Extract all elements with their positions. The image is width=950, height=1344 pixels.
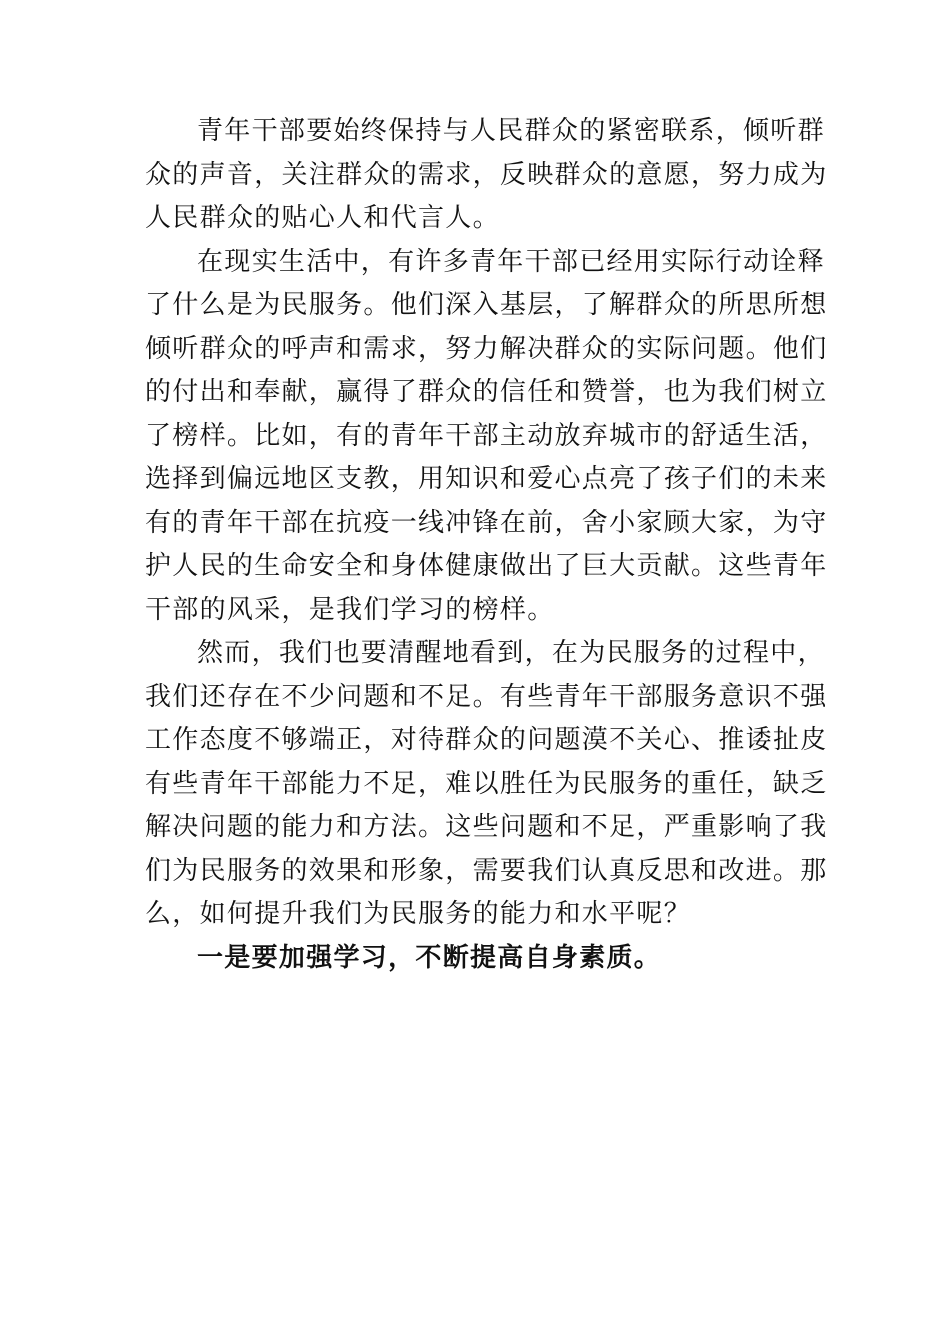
paragraph-1-line-2: 众的声音，关注群众的需求，反映群众的意愿，努力成为: [145, 159, 828, 190]
paragraph-2-line-4: 的付出和奉献，赢得了群众的信任和赞誉，也为我们树立: [145, 377, 828, 407]
paragraph-2-line-5: 了榜样。比如，有的青年干部主动放弃城市的舒适生活，: [145, 420, 828, 451]
paragraph-3-line-2: 我们还存在不少问题和不足。有些青年干部服务意识不强: [145, 681, 828, 712]
paragraph-3-line-4: 有些青年干部能力不足，难以胜任为民服务的重任，缺乏: [145, 768, 828, 799]
section-heading: 一是要加强学习，不断提高自身素质。: [197, 942, 662, 973]
paragraph-2-line-9: 干部的风采，是我们学习的榜样。: [145, 594, 555, 625]
paragraph-2-line-6: 选择到偏远地区支教，用知识和爱心点亮了孩子们的未来: [145, 464, 828, 494]
paragraph-2-line-3: 倾听群众的呼声和需求，努力解决群众的实际问题。他们: [145, 333, 828, 364]
paragraph-2-line-1: 在现实生活中，有许多青年干部已经用实际行动诠释: [197, 246, 825, 277]
document-body: [145, 110, 828, 980]
paragraph-2-line-8: 护人民的生命安全和身体健康做出了巨大贡献。这些青年: [145, 551, 828, 581]
paragraph-2-line-7: 有的青年干部在抗疫一线冲锋在前，舍小家顾大家，为守: [145, 507, 828, 538]
paragraph-3-line-6: 们为民服务的效果和形象，需要我们认真反思和改进。那: [145, 855, 828, 886]
paragraph-3-line-7: 么，如何提升我们为民服务的能力和水平呢？: [145, 899, 692, 929]
paragraph-1-line-1: 青年干部要始终保持与人民群众的紧密联系，倾听群: [197, 116, 825, 146]
paragraph-1-line-3: 人民群众的贴心人和代言人。: [145, 203, 500, 233]
paragraph-3-line-1: 然而，我们也要清醒地看到，在为民服务的过程中，: [197, 638, 825, 668]
paragraph-3-line-5: 解决问题的能力和方法。这些问题和不足，严重影响了我: [145, 812, 828, 842]
paragraph-2-line-2: 了什么是为民服务。他们深入基层，了解群众的所思所想: [145, 290, 828, 320]
paragraph-3-line-3: 工作态度不够端正，对待群众的问题漠不关心、推诿扯皮: [145, 725, 828, 755]
